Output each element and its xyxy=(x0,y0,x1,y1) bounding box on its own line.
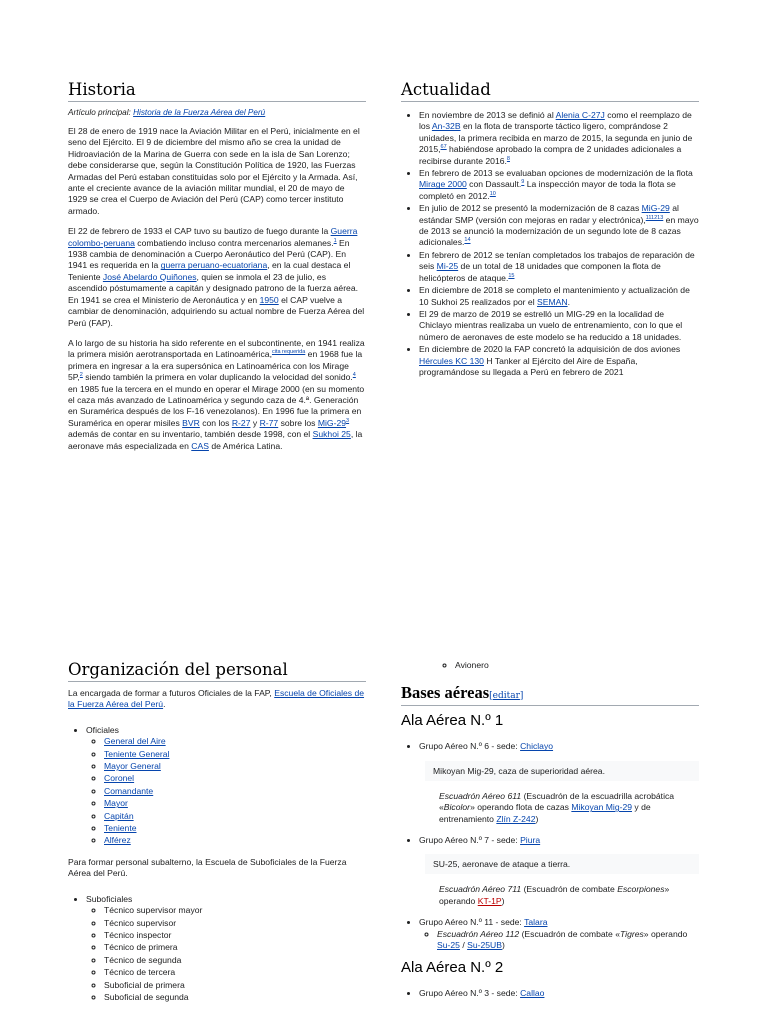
rank-item xyxy=(104,761,366,772)
link-guerra-peruano-ecuatoriana[interactable]: guerra peruano-ecuatoriana xyxy=(160,260,268,271)
link-jose-abelardo-quinones[interactable]: José Abelardo Quiñones xyxy=(102,271,197,282)
link-chiclayo[interactable]: Chiclayo xyxy=(520,741,554,752)
ref-link[interactable]: 14 xyxy=(464,237,471,244)
escuadron-611-desc: Escuadrón Aéreo 611 (Escuadrón de la escuadrilla acrobática «Bicolor» operando flota de cazas Mikoyan Mig-29 y de entrenamiento Zlín Z-242) xyxy=(439,790,675,824)
organizacion-section xyxy=(68,660,366,1011)
rank-item: ◦ Suboficial de segunda xyxy=(104,992,366,1003)
link-hercules-kc-130[interactable]: Hércules KC 130 xyxy=(419,355,484,366)
ala-aerea-2-heading: Ala Aérea N.º 2 xyxy=(401,959,504,977)
historia-paragraph-2: El 22 de febrero de 1933 el CAP tuvo su bautizo de fuego durante la Guerra colombo-peruana combatiendo incluso contra mercenarios alemanes.$^1$ En 1938 cambia de denominación a Cuerpo Aeronáutico del Perú (CAP). En 1941 es requerida en la guerra peruano-ecuatoriana, en la cual destaca el Teniente José Abelardo Quiñones, quien se inmola el 23 de julio, es ascendido póstumamente a capitán y designado patrono de la fuerza aérea. En 1941 se crea el Ministerio de Aeronáutica y en 1950 el CAP vuelve a cambiar de denominación, adquiriendo su actual nombre de Fuerza Aérea del Perú (FAP). xyxy=(68,226,365,328)
rank-item xyxy=(104,811,366,822)
rank-item: ◦ Avionero xyxy=(455,660,699,671)
escuadron-711-desc: Escuadrón Aéreo 711 (Escuadrón de combate Escorpiones» operando KT-1P) xyxy=(439,884,670,906)
rank-item: ◦ Suboficial de primera xyxy=(104,980,366,991)
link-cas[interactable]: CAS xyxy=(191,440,209,451)
link-kt-1p[interactable]: KT-1P xyxy=(477,895,502,906)
link-r-77[interactable]: R-77 xyxy=(259,417,279,428)
link-mig-29[interactable]: MiG-29 xyxy=(317,417,347,428)
ref-link[interactable]: 8 xyxy=(506,155,510,162)
list-item: ◦ Escuadrón Aéreo 112 (Escuadrón de combate «Tigres» operando Su-25 / Su-25UB) xyxy=(437,929,699,952)
rank-item xyxy=(104,798,366,809)
organizacion-intro: La encargada de formar a futuros Oficiales de la FAP, Escuela de Oficiales de la Fuerza Aérea del Perú. xyxy=(68,688,365,710)
list-item: • Grupo Aéreo N.º 7 - sede: Piura xyxy=(419,835,699,846)
oficiales-list xyxy=(68,725,366,847)
link-seman[interactable]: SEMAN xyxy=(537,296,568,307)
list-item: • Suboficiales ◦ Técnico supervisor mayor ◦ Técnico supervisor ◦ Técnico inspector ◦ Técnico de primera ◦ Técnico de segunda ◦ Técnico de tercera ◦ Suboficial de primera ◦ Suboficial de segunda xyxy=(86,894,366,1004)
list-item: • En noviembre de 2013 se definió al Alenia C-27J como el reemplazo de los An-32B en la flota de transporte táctico ligero, comprándose 2 unidades, la primera recibida en marzo de 2015, la segunda en junio de 2015,67 habiéndose aprobado la compra de 2 unidades adicionales a recibirse durante 2016.$^8$ xyxy=(419,110,699,167)
link-rank[interactable]: Comandante xyxy=(104,785,154,796)
rank-item: ◦ Técnico de tercera xyxy=(104,967,366,978)
organizacion-heading: Organización del personal xyxy=(68,660,366,682)
historia-heading: Historia xyxy=(68,80,366,102)
link-piura[interactable]: Piura xyxy=(520,835,541,846)
rank-item: ◦ Técnico de segunda xyxy=(104,955,366,966)
bases-section xyxy=(401,660,699,1008)
link-rank[interactable]: Teniente General xyxy=(104,748,170,759)
list-item: • En diciembre de 2018 se completo el mantenimiento y actualización de 10 Sukhoi 25 realizados por el SEMAN. xyxy=(419,285,699,308)
ala2-list xyxy=(401,988,699,999)
rank-item xyxy=(104,823,366,834)
link-bvr[interactable]: BVR xyxy=(182,417,200,428)
list-item: • En diciembre de 2020 la FAP concretó la adquisición de dos aviones Hércules KC 130 H Tanker al Ejército del Aire de España, programándose su llegada a Perú en febrero de 2021 xyxy=(419,344,699,378)
oficiales-ranks xyxy=(86,736,366,847)
link-rank[interactable]: Mayor xyxy=(104,798,128,809)
list-item: • El 29 de marzo de 2019 se estrelló un MIG-29 en la localidad de Chiclayo mientras realizaba un vuelo de entrenamiento, con lo que el número de aeronaves de este modelo se ha reducido a 18 unidades. xyxy=(419,309,699,343)
rank-item: ◦ Técnico inspector xyxy=(104,930,366,941)
actualidad-heading: Actualidad xyxy=(401,80,699,102)
ala-aerea-1-heading: Ala Aérea N.º 1 xyxy=(401,712,504,730)
ref-link[interactable]: 1 xyxy=(333,237,337,244)
link-rank[interactable]: Teniente xyxy=(104,823,137,834)
link-rank[interactable]: Coronel xyxy=(104,773,135,784)
link-escuela-oficiales[interactable]: Escuela de Oficiales de la Fuerza Aérea del Perú xyxy=(68,688,365,710)
hatnote-link[interactable]: Historia de la Fuerza Aérea del Perú xyxy=(133,108,266,117)
ala1-list xyxy=(401,741,699,752)
ref-link[interactable]: 111213 xyxy=(645,214,664,221)
ref-link[interactable]: 15 xyxy=(508,272,515,279)
link-r-27[interactable]: R-27 xyxy=(231,417,251,428)
link-an-32b[interactable]: An-32B xyxy=(431,121,461,132)
rank-item xyxy=(104,773,366,784)
list-item: • En julio de 2012 se presentó la modernización de 8 cazas MiG-29 al estándar SMP (versión con mejoras en radar y electrónica),$^{111213}$ en mayo de 2013 se anunció la modernización de un segundo lote de 8 cazas adicionales.$^{14}$ xyxy=(419,203,699,249)
ref-cita-requerida[interactable]: cita requerida xyxy=(271,349,306,356)
link-sukhoi-25[interactable]: Sukhoi 25 xyxy=(312,429,351,440)
link-mig-29[interactable]: MiG-29 xyxy=(641,203,670,214)
image-caption: Mikoyan Mig-29, caza de superioridad aérea. xyxy=(425,761,699,781)
rank-item xyxy=(104,835,366,846)
ref-link[interactable]: 67 xyxy=(440,144,447,151)
historia-paragraph-1: El 28 de enero de 1919 nace la Aviación Militar en el Perú, inicialmente en el seno del Ejército. El 9 de diciembre del mismo año se crea la unidad de Hidroaviación de la Marina de Guerra con sede en la isla de San Lorenzo; debe considerarse que, según la Constitución Política de 1920, las Fuerzas Armadas del Perú estaban constituidas solo por el Ejército y la Armada. Así, ante el creciente avance de la aviación militar mundial, el 20 de mayo de 1929 se crea el Cuerpo de Aviación del Perú (CAP) como tercer instituto armado. xyxy=(68,126,360,216)
link-rank[interactable]: Alférez xyxy=(104,835,131,846)
link-rank[interactable]: Mayor General xyxy=(104,761,161,772)
ref-link[interactable]: 3 xyxy=(346,417,350,424)
ref-link[interactable]: 10 xyxy=(489,190,496,197)
rank-item: ◦ Técnico supervisor xyxy=(104,918,366,929)
rank-item xyxy=(104,786,366,797)
actualidad-list xyxy=(401,110,699,378)
rank-item xyxy=(104,736,366,747)
continued-list xyxy=(401,660,699,671)
bases-heading: Bases aéreas[editar] xyxy=(401,683,699,706)
hatnote: Artículo principal: Historia de la Fuerza Aérea del Perú xyxy=(68,108,266,117)
organizacion-paragraph-2: Para formar personal subalterno, la Escuela de Suboficiales de la Fuerza Aérea del Perú. xyxy=(68,856,347,879)
g7-list xyxy=(401,835,699,846)
link-rank[interactable]: General del Aire xyxy=(104,736,166,747)
historia-section xyxy=(68,80,366,461)
actualidad-section xyxy=(401,80,699,386)
rank-item: ◦ Técnico de primera xyxy=(104,942,366,953)
link-guerra-colombo-peruana[interactable]: Guerra colombo-peruana xyxy=(68,226,358,248)
list-item: • En febrero de 2013 se evaluaban opciones de modernización de la flota Mirage 2000 con Dassault.$^9$ La inspección mayor de toda la flota se completó en 2012.10 xyxy=(419,168,699,202)
link-mirage-2000[interactable]: Mirage 2000 xyxy=(419,179,467,190)
link-talara[interactable]: Talara xyxy=(524,917,548,928)
list-item: • Grupo Aéreo N.º 11 - sede: Talara ◦ Escuadrón Aéreo 112 (Escuadrón de combate «Tigres» operando Su-25 / Su-25UB) xyxy=(419,917,699,951)
suboficiales-list xyxy=(68,894,366,1004)
list-item: • Grupo Aéreo N.º 3 - sede: Callao xyxy=(419,988,699,999)
link-su-25[interactable]: Su-25 xyxy=(437,940,460,951)
link-callao[interactable]: Callao xyxy=(520,988,545,999)
link-rank[interactable]: Capitán xyxy=(104,810,134,821)
link-mi-25[interactable]: Mi-25 xyxy=(436,261,459,272)
link-su-25ub[interactable]: Su-25UB xyxy=(467,940,502,951)
link-zlin-z-242[interactable]: Zlín Z-242 xyxy=(496,813,536,824)
rank-item xyxy=(104,749,366,760)
ref-link[interactable]: 2 xyxy=(79,372,83,379)
ref-link[interactable]: 4 xyxy=(352,372,356,379)
ref-link[interactable]: 9 xyxy=(521,179,525,186)
edit-section-link[interactable]: [editar] xyxy=(489,691,524,702)
link-1950[interactable]: 1950 xyxy=(259,294,279,305)
historia-paragraph-3: A lo largo de su historia ha sido referente en el subcontinente, en 1941 realiza la primera misión aerotransportada en Latinoamérica,$^{cita requerida}$ en 1968 fue la primera en ingresar a la era supersónica en Latinoamérica con los Mirage 5P,$^2$ siendo también la primera en volar duplicando la velocidad del sonido.$^4$ en 1985 fue la tercera en el mundo en operar el Mirage 2000 (en su momento el caza más avanzado de Latinoamérica y segundo caza de 4.ª. Generación en Suramérica después de los F-16 venezolanos). En 1996 fue la primera en Suramérica en operar misiles BVR con los R-27 y R-77 sobre los MiG-$29^3$ además de contar en su inventario, también desde 1998, con el Sukhoi 25, la aeronave más especializada en CAS de América Latina. xyxy=(68,337,365,451)
list-item: • Oficiales ◦ General del Aire ◦ Teniente General ◦ Mayor General ◦ Coronel ◦ Comandante ◦ Mayor ◦ Capitán ◦ Teniente ◦ Alférez xyxy=(86,725,366,847)
suboficiales-ranks xyxy=(86,905,366,1003)
image-caption: SU-25, aeronave de ataque a tierra. xyxy=(425,854,699,874)
rank-item: ◦ Técnico supervisor mayor xyxy=(104,905,366,916)
list-item: • En febrero de 2012 se tenían completados los trabajos de reparación de seis Mi-25 de un total de 18 unidades que componen la flota de helicópteros de ataque.$^{15}$ xyxy=(419,250,699,284)
list-item: • Grupo Aéreo N.º 6 - sede: Chiclayo xyxy=(419,741,699,752)
g11-list xyxy=(401,917,699,951)
link-alenia-c-27j[interactable]: Alenia C-27J xyxy=(555,110,605,120)
link-mikoyan-mig-29[interactable]: Mikoyan Mig-29 xyxy=(571,802,633,813)
